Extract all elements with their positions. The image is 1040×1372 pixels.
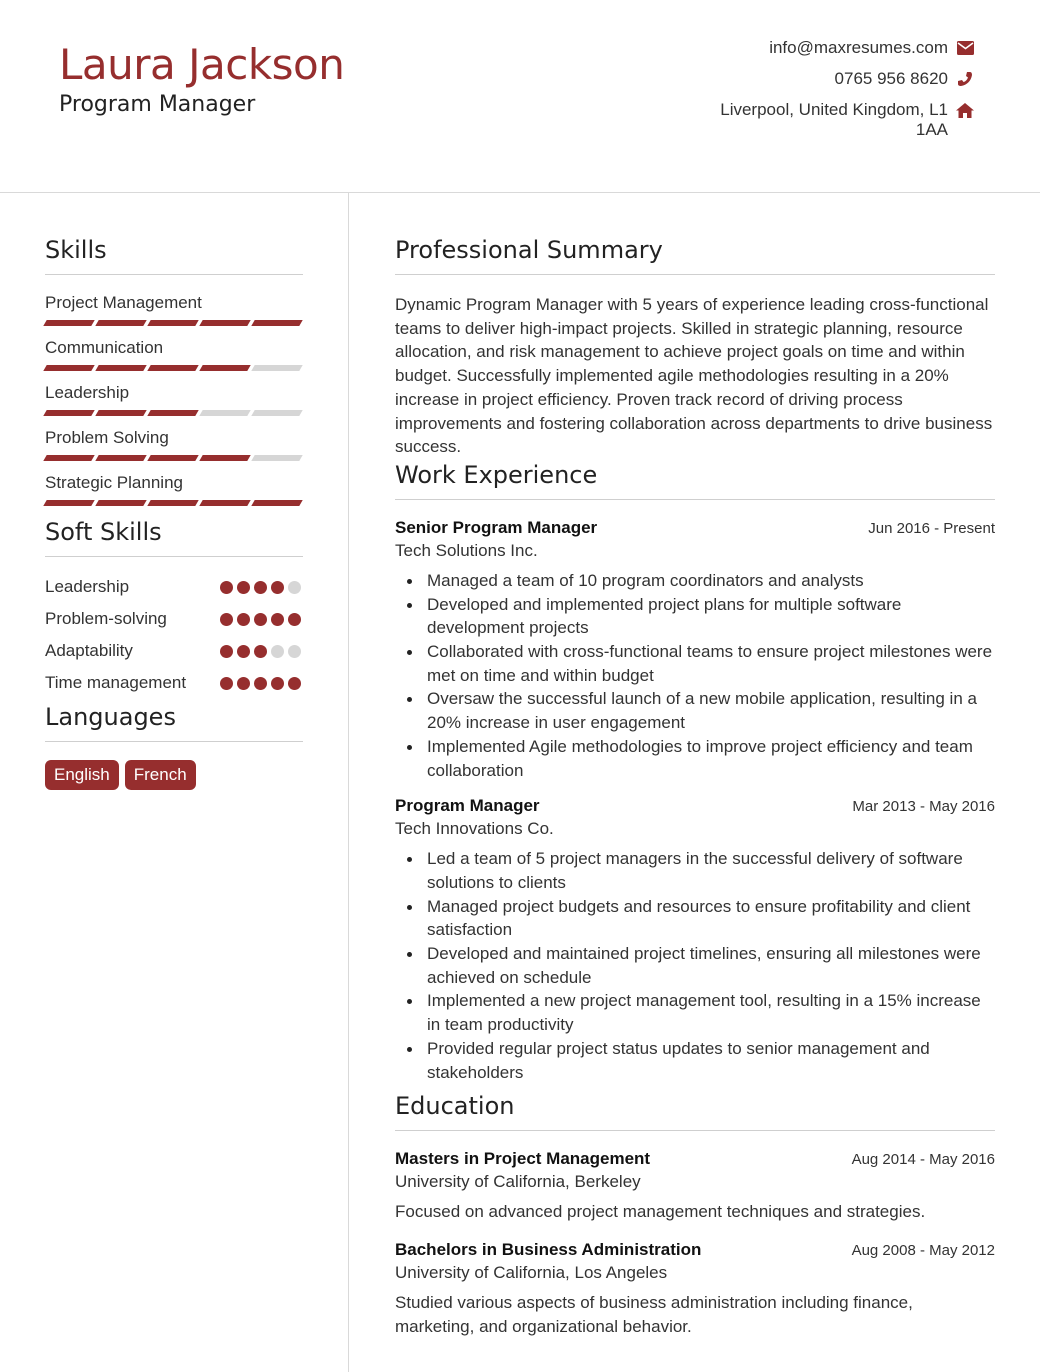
education-description: Studied various aspects of business administration including finance, marketing, and organizational behavior. bbox=[395, 1292, 913, 1336]
job-dates: Mar 2013 - May 2016 bbox=[852, 798, 995, 816]
phone-text[interactable]: 0765 956 8620 bbox=[834, 69, 948, 88]
soft-skill-name: Time management bbox=[45, 673, 187, 692]
rating-dot bbox=[254, 581, 267, 594]
summary-text: Dynamic Program Manager with 5 years of experience leading cross-functional teams to deliver high-impact projects. Skilled in strategic planning, resource allocation, and risk management to achieve project goals on time and within budget. Successfully implemented agile methodologies resulting in a 20% increase in project efficiency. Proven track record of driving process improvements and fostering collaboration across departments to drive business success. bbox=[395, 295, 993, 457]
job-header bbox=[395, 518, 995, 538]
skill-level-segment bbox=[43, 365, 94, 371]
rating-dot bbox=[220, 581, 233, 594]
skill-level-segment bbox=[251, 410, 302, 416]
skill-level-segment bbox=[251, 500, 302, 506]
email-text[interactable]: info@maxresumes.com bbox=[769, 38, 948, 57]
job-entry bbox=[395, 518, 995, 782]
soft-skill-name: Adaptability bbox=[45, 641, 133, 660]
job-bullet: Implemented a new project management tool, resulting in a 15% increase in team productivity bbox=[427, 989, 995, 1036]
candidate-name: Laura Jackson bbox=[59, 40, 345, 89]
skill-level-segment bbox=[199, 455, 250, 461]
education-dates: Aug 2014 - May 2016 bbox=[851, 1151, 995, 1169]
skill-level-bar bbox=[45, 410, 303, 418]
column-divider bbox=[348, 193, 349, 1372]
skill-item bbox=[45, 338, 303, 373]
education-list bbox=[395, 1149, 995, 1338]
language-badge: French bbox=[125, 760, 196, 790]
skills-heading: Skills bbox=[45, 236, 303, 275]
skills-list bbox=[45, 293, 303, 508]
degree-title: Masters in Project Management bbox=[395, 1149, 651, 1169]
skill-level-segment bbox=[199, 410, 250, 416]
job-entry bbox=[395, 796, 995, 1084]
rating-dot bbox=[288, 613, 301, 626]
soft-skill-item bbox=[45, 639, 303, 663]
languages-heading: Languages bbox=[45, 703, 303, 742]
education-description: Focused on advanced project management techniques and strategies. bbox=[395, 1202, 926, 1222]
rating-dot bbox=[220, 677, 233, 690]
job-bullet: Led a team of 5 project managers in the successful delivery of software solutions to clients bbox=[427, 847, 995, 894]
rating-dot bbox=[271, 677, 284, 690]
skill-name: Project Management bbox=[45, 293, 202, 312]
skill-level-segment bbox=[147, 500, 198, 506]
skill-level-bar bbox=[45, 320, 303, 328]
skill-level-segment bbox=[251, 455, 302, 461]
skill-level-segment bbox=[43, 410, 94, 416]
skill-item bbox=[45, 383, 303, 418]
contact-phone[interactable] bbox=[674, 69, 974, 89]
rating-dot bbox=[288, 677, 301, 690]
rating-dot bbox=[271, 581, 284, 594]
address-text: Liverpool, United Kingdom, L1 1AA bbox=[720, 100, 948, 139]
degree-title: Bachelors in Business Administration bbox=[395, 1239, 702, 1259]
skill-name: Strategic Planning bbox=[45, 473, 183, 492]
soft-skills-list bbox=[45, 575, 303, 695]
rating-dot bbox=[237, 677, 250, 690]
contact-block bbox=[674, 38, 974, 151]
experience-heading: Work Experience bbox=[395, 461, 995, 500]
contact-email[interactable] bbox=[674, 38, 974, 58]
job-bullet: Managed project budgets and resources to ensure profitability and client satisfaction bbox=[427, 895, 995, 942]
rating-dot bbox=[271, 645, 284, 658]
soft-skill-rating bbox=[220, 613, 301, 626]
rating-dot bbox=[237, 645, 250, 658]
job-bullets bbox=[395, 569, 995, 782]
skill-level-segment bbox=[95, 320, 146, 326]
soft-skill-item bbox=[45, 671, 303, 695]
job-company: Tech Innovations Co. bbox=[395, 819, 554, 839]
school-name: University of California, Berkeley bbox=[395, 1172, 641, 1192]
skill-level-segment bbox=[43, 320, 94, 326]
education-entry bbox=[395, 1149, 995, 1224]
job-bullet: Developed and maintained project timelines, ensuring all milestones were achieved on schedule bbox=[427, 942, 995, 989]
rating-dot bbox=[220, 613, 233, 626]
rating-dot bbox=[254, 613, 267, 626]
skill-item bbox=[45, 428, 303, 463]
resume-header bbox=[0, 0, 1040, 193]
job-bullet: Implemented Agile methodologies to improve project efficiency and team collaboration bbox=[427, 735, 995, 782]
skill-level-segment bbox=[199, 365, 250, 371]
skill-level-segment bbox=[95, 410, 146, 416]
soft-skill-name: Problem-solving bbox=[45, 609, 167, 628]
soft-skills-heading: Soft Skills bbox=[45, 518, 303, 557]
soft-skill-item bbox=[45, 575, 303, 599]
skill-name: Problem Solving bbox=[45, 428, 169, 447]
skill-level-bar bbox=[45, 500, 303, 508]
soft-skill-name: Leadership bbox=[45, 577, 130, 596]
soft-skill-rating bbox=[220, 645, 301, 658]
soft-skill-rating bbox=[220, 677, 301, 690]
rating-dot bbox=[254, 677, 267, 690]
candidate-title: Program Manager bbox=[59, 92, 256, 117]
skill-item bbox=[45, 293, 303, 328]
education-header bbox=[395, 1149, 995, 1169]
job-title: Program Manager bbox=[395, 796, 540, 816]
job-bullet: Developed and implemented project plans for multiple software development projects bbox=[427, 593, 995, 640]
skill-level-bar bbox=[45, 365, 303, 373]
phone-icon bbox=[956, 69, 974, 89]
education-dates: Aug 2008 - May 2012 bbox=[851, 1241, 995, 1259]
job-company: Tech Solutions Inc. bbox=[395, 540, 538, 560]
school-name: University of California, Los Angeles bbox=[395, 1262, 668, 1282]
education-header bbox=[395, 1240, 995, 1260]
job-bullet: Managed a team of 10 program coordinators and analysts bbox=[427, 569, 995, 593]
soft-skill-item bbox=[45, 607, 303, 631]
skill-level-segment bbox=[147, 320, 198, 326]
job-bullets bbox=[395, 847, 995, 1084]
envelope-icon bbox=[956, 38, 974, 58]
skill-level-segment bbox=[43, 455, 94, 461]
experience-list bbox=[395, 518, 995, 1084]
job-header bbox=[395, 796, 995, 816]
rating-dot bbox=[220, 645, 233, 658]
skill-level-segment bbox=[199, 320, 250, 326]
skill-level-segment bbox=[147, 455, 198, 461]
rating-dot bbox=[271, 613, 284, 626]
skill-item bbox=[45, 473, 303, 508]
skill-name: Communication bbox=[45, 338, 164, 357]
job-bullet: Collaborated with cross-functional teams to ensure project milestones were met on time and within budget bbox=[427, 640, 995, 687]
job-bullet: Provided regular project status updates to senior management and stakeholders bbox=[427, 1037, 995, 1084]
rating-dot bbox=[237, 581, 250, 594]
right-column bbox=[395, 236, 995, 1354]
skill-level-segment bbox=[95, 500, 146, 506]
soft-skill-rating bbox=[220, 581, 301, 594]
skill-level-bar bbox=[45, 455, 303, 463]
language-badge: English bbox=[45, 760, 119, 790]
left-column bbox=[45, 236, 303, 790]
skill-level-segment bbox=[147, 365, 198, 371]
rating-dot bbox=[237, 613, 250, 626]
skill-level-segment bbox=[147, 410, 198, 416]
education-heading: Education bbox=[395, 1092, 995, 1131]
skill-level-segment bbox=[43, 500, 94, 506]
rating-dot bbox=[254, 645, 267, 658]
home-icon bbox=[956, 100, 974, 120]
job-dates: Jun 2016 - Present bbox=[868, 519, 995, 537]
skill-level-segment bbox=[251, 320, 302, 326]
job-title: Senior Program Manager bbox=[395, 517, 598, 537]
contact-address bbox=[674, 100, 974, 140]
job-bullet: Oversaw the successful launch of a new mobile application, resulting in a 20% increase in user engagement bbox=[427, 687, 995, 734]
skill-level-segment bbox=[251, 365, 302, 371]
skill-level-segment bbox=[199, 500, 250, 506]
skill-level-segment bbox=[95, 455, 146, 461]
summary-heading: Professional Summary bbox=[395, 236, 995, 275]
rating-dot bbox=[288, 581, 301, 594]
skill-level-segment bbox=[95, 365, 146, 371]
rating-dot bbox=[288, 645, 301, 658]
education-entry bbox=[395, 1240, 995, 1338]
languages-list bbox=[45, 760, 303, 790]
skill-name: Leadership bbox=[45, 383, 130, 402]
